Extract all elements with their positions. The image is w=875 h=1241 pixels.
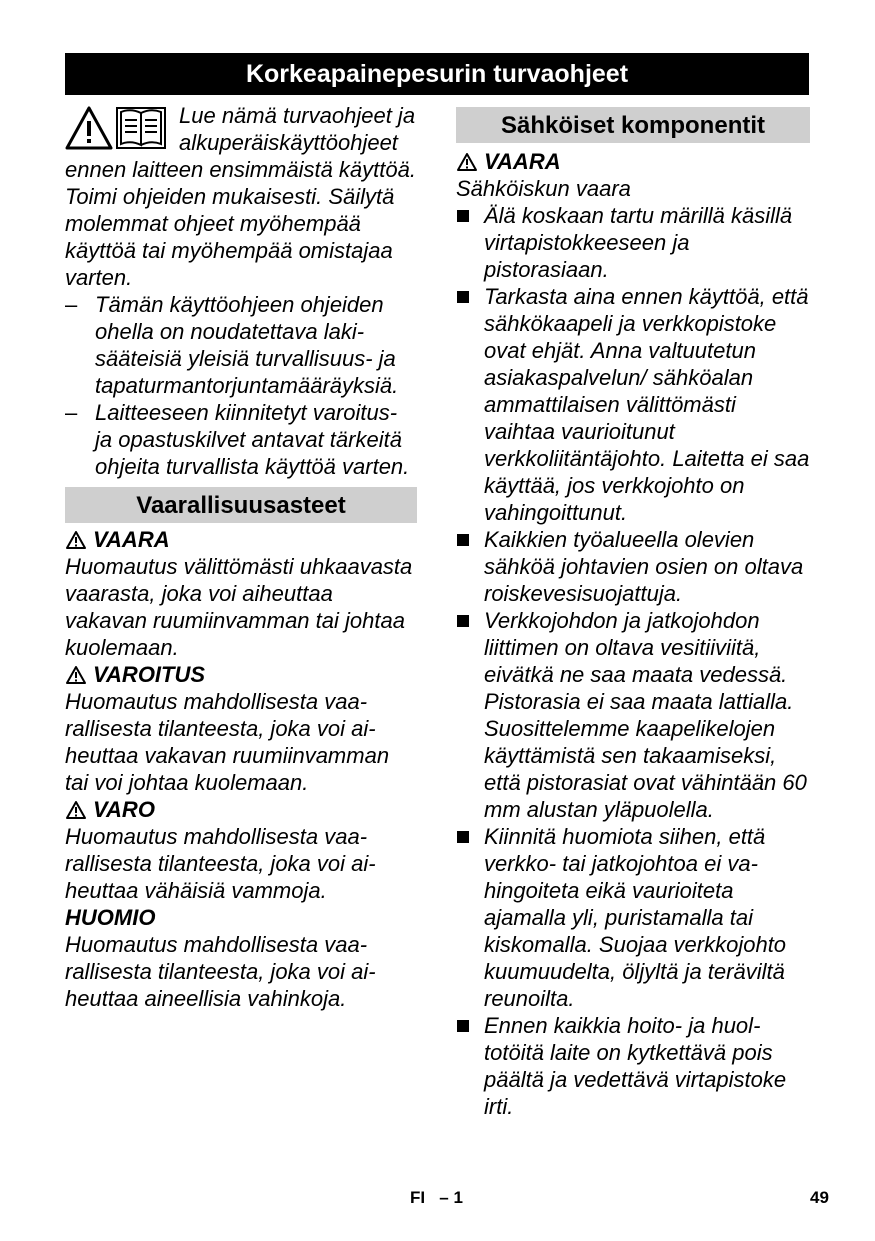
list-item xyxy=(456,607,810,823)
dash-marker: – xyxy=(65,292,78,317)
signal-description: Huomautus välittömästi uhkaavasta vaarasta, joka voi aiheuttaa vakavan ruumiinvamman tai johtaa kuolemaan. xyxy=(65,554,413,660)
signal-description: Huomautus mahdollisesta vaarallisesta tilanteesta, joka voi aiheuttaa aineellisia vahinkoja. xyxy=(65,932,376,1011)
list-item xyxy=(456,526,810,607)
signal-description: Huomautus mahdollisesta vaarallisesta tilanteesta, joka voi aiheuttaa vakavan ruumiinvamman tai voi johtaa kuolemaan. xyxy=(65,689,390,795)
warning-triangle-icon xyxy=(67,108,111,148)
dash-marker: – xyxy=(65,400,78,425)
list-item xyxy=(65,291,417,399)
list-item xyxy=(456,283,810,526)
list-item xyxy=(456,202,810,283)
list-item xyxy=(456,1012,810,1120)
signal-word-vaara xyxy=(456,148,810,175)
section-heading-electrical: Sähköiset komponentit xyxy=(456,107,810,143)
right-column xyxy=(456,102,810,1120)
signal-word-huomio xyxy=(65,904,417,931)
signal-label: VAARA xyxy=(484,149,561,174)
left-column xyxy=(65,102,417,1012)
square-bullet-icon xyxy=(457,210,469,222)
square-bullet-icon xyxy=(457,534,469,546)
hazard-subtitle: Sähköiskun vaara xyxy=(456,176,631,201)
list-item-text: Tarkasta aina ennen käyttöä, että sähkökaapeli ja verkkopistoke ovat ehjät. Anna valtuutetun asiakaspalvelun/ sähköalan ammattilaisen välittömästi vaihtaa vaurioitunut verkkoliitäntäjohto. Laitetta ei saa käyttää, jos verkkojohto on vahingoittunut. xyxy=(484,284,810,525)
warning-and-manual-icon xyxy=(65,104,173,156)
signal-word-varoitus xyxy=(65,661,417,688)
signal-word-vaara xyxy=(65,526,417,553)
warning-triangle-icon xyxy=(65,800,87,820)
signal-description: Huomautus mahdollisesta vaarallisesta tilanteesta, joka voi aiheuttaa vähäisiä vammoja. xyxy=(65,824,376,903)
intro-text: Lue nämä turvaohjeet ja alkuperäiskäyttöohjeet ennen laitteen ensimmäistä käyttöä. Toimi ohjeiden mukaisesti. Säilytä molemmat ohjeet myöhempää käyttöä tai myöhempää omistajaa varten. xyxy=(65,103,416,290)
footer-language: FI xyxy=(410,1188,426,1207)
warning-triangle-icon xyxy=(65,665,87,685)
signal-label: VARO xyxy=(93,797,155,822)
footer-section-label xyxy=(410,1188,463,1208)
list-item-text: Tämän käyttöohjeen ohjeiden ohella on noudatettava lakisääteisiä yleisiä turvallisuus- ja tapaturmantorjuntamääräyksiä. xyxy=(95,292,399,398)
list-item-text: Ennen kaikkia hoito- ja huoltotöitä laite on kytkettävä pois päältä ja vedettävä virtapistoke irti. xyxy=(484,1013,787,1119)
list-item xyxy=(65,399,417,480)
square-bullet-icon xyxy=(457,291,469,303)
list-item-text: Verkkojohdon ja jatkojohdon liittimen on oltava vesitiiviitä, eivätkä ne saa maata vedessä. Pistorasia ei saa maata lattialla. Suosittelemme kaapelikelojen käyttämistä sen takaamiseksi, että pistorasiat ovat vähintään 60 mm alustan yläpuolella. xyxy=(484,608,807,822)
footer-subpage: – 1 xyxy=(439,1188,463,1207)
list-item-text: Kaikkien työalueella olevien sähköä johtavien osien on oltava roiskevesisuojattuja. xyxy=(484,527,804,606)
section-heading-hazard-levels: Vaarallisuusasteet xyxy=(65,487,417,523)
warning-triangle-icon xyxy=(65,530,87,550)
list-item xyxy=(456,823,810,1012)
signal-label: VAARA xyxy=(93,527,170,552)
signal-word-varo xyxy=(65,796,417,823)
warning-triangle-icon xyxy=(456,152,478,172)
list-item-text: Älä koskaan tartu märillä käsillä virtapistokkeeseen ja pistorasiaan. xyxy=(484,203,793,282)
list-item-text: Laitteeseen kiinnitetyt varoitus- ja opastuskilvet antavat tärkeitä ohjeita turvallista käyttöä varten. xyxy=(95,400,410,479)
square-bullet-icon xyxy=(457,831,469,843)
intro-block xyxy=(65,102,417,291)
square-bullet-icon xyxy=(457,1020,469,1032)
manual-book-icon xyxy=(117,108,165,148)
signal-label: VAROITUS xyxy=(93,662,206,687)
list-item-text: Kiinnitä huomiota siihen, että verkko- tai jatkojohtoa ei vahingoiteta eikä vaurioiteta ajamalla yli, puristamalla tai kiskomalla. Suojaa verkkojohto kuumuudelta, öljyltä ja teräviltä reunoilta. xyxy=(484,824,787,1011)
page-title: Korkeapainepesurin turvaohjeet xyxy=(65,53,809,95)
square-bullet-icon xyxy=(457,615,469,627)
page-number: 49 xyxy=(810,1188,829,1207)
signal-label: HUOMIO xyxy=(65,905,156,930)
